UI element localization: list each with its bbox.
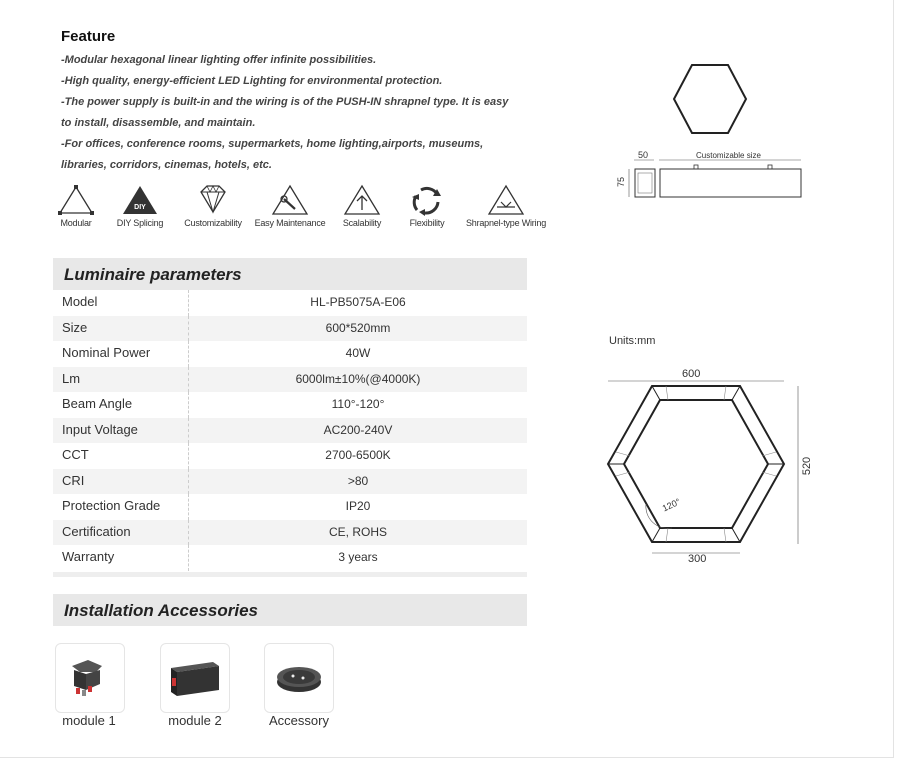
icon-label: Modular bbox=[60, 218, 92, 228]
profile-width-label: 50 bbox=[638, 150, 649, 160]
icon-label: Customizability bbox=[184, 218, 242, 228]
arrow-up-icon bbox=[342, 184, 382, 216]
param-value: HL-PB5075A-E06 bbox=[310, 295, 406, 309]
diy-icon bbox=[120, 184, 160, 216]
profile-drawing bbox=[624, 155, 804, 201]
table-row bbox=[53, 469, 527, 495]
feature-icons bbox=[56, 184, 556, 234]
feature-icon-shrapnel bbox=[456, 184, 556, 228]
icon-label: Flexibility bbox=[409, 218, 445, 228]
feature-line: libraries, corridors, cinemas, hotels, etc. bbox=[61, 159, 272, 171]
luminaire-table bbox=[53, 290, 527, 571]
accessories-section-header bbox=[53, 594, 527, 626]
feature-list bbox=[61, 50, 561, 176]
table-row bbox=[53, 520, 527, 546]
table-row bbox=[53, 290, 527, 316]
hexagon-dimension-drawing bbox=[600, 376, 820, 556]
table-row bbox=[53, 494, 527, 520]
accessory-label: module 1 bbox=[62, 713, 116, 728]
param-key: Warranty bbox=[62, 549, 115, 564]
icon-label: DIY Splicing bbox=[116, 218, 164, 228]
table-footer-bar bbox=[53, 572, 527, 577]
icon-label: Scalability bbox=[342, 218, 382, 228]
feature-line: -The power supply is built-in and the wiring is of the PUSH-IN shrapnel type. It is easy bbox=[61, 96, 509, 108]
table-row bbox=[53, 443, 527, 469]
table-row bbox=[53, 545, 527, 571]
diamond-icon bbox=[193, 184, 233, 216]
param-value: >80 bbox=[347, 473, 369, 488]
table-row bbox=[53, 341, 527, 367]
accessory-thumbnail bbox=[264, 643, 334, 713]
param-value: 3 years bbox=[338, 550, 378, 564]
height-dimension-label: 520 bbox=[801, 456, 814, 476]
accessory-label: module 2 bbox=[168, 713, 222, 728]
module-1-thumbnail bbox=[55, 643, 125, 713]
recycle-icon bbox=[407, 184, 447, 216]
luminaire-section-header bbox=[53, 258, 527, 290]
param-value: 6000lm±10%(@4000K) bbox=[295, 371, 421, 386]
profile-length-label: Customizable size bbox=[696, 151, 761, 160]
diy-badge-text: DIY bbox=[134, 204, 146, 211]
feature-line: -For offices, conference rooms, supermarkets, home lighting,airports, museums, bbox=[61, 138, 484, 150]
param-key: CCT bbox=[62, 447, 89, 462]
param-key: Certification bbox=[62, 523, 131, 539]
param-key: Lm bbox=[62, 370, 81, 386]
side-dimension-label: 300 bbox=[688, 553, 707, 565]
param-value: 600*520mm bbox=[325, 320, 391, 335]
param-value: 110°-120° bbox=[331, 397, 385, 411]
param-value: AC200-240V bbox=[323, 422, 393, 437]
param-key: Protection Grade bbox=[62, 498, 161, 513]
wrench-icon bbox=[270, 184, 310, 216]
param-value: 2700-6500K bbox=[325, 448, 391, 462]
param-value: CE, ROHS bbox=[328, 524, 387, 539]
accessory-label: Accessory bbox=[269, 713, 329, 728]
param-key: Size bbox=[62, 319, 88, 335]
icon-label: Shrapnel-type Wiring bbox=[465, 218, 547, 228]
feature-title: Feature bbox=[61, 28, 116, 45]
accessory-image bbox=[265, 644, 333, 712]
feature-line: -High quality, energy-efficient LED Lighting for environmental protection. bbox=[61, 75, 443, 87]
module-2-thumbnail bbox=[160, 643, 230, 713]
param-key: Input Voltage bbox=[62, 421, 138, 437]
shrapnel-icon bbox=[486, 184, 526, 216]
param-key: CRI bbox=[62, 472, 85, 488]
angle-label: 120° bbox=[660, 496, 682, 514]
param-value: IP20 bbox=[345, 499, 371, 513]
param-key: Nominal Power bbox=[62, 345, 151, 360]
accessories-title: Installation Accessories bbox=[64, 601, 259, 620]
table-row bbox=[53, 392, 527, 418]
param-value: 40W bbox=[345, 346, 371, 360]
module-1-image bbox=[56, 644, 124, 712]
param-key: Beam Angle bbox=[62, 396, 133, 411]
profile-height-label: 75 bbox=[616, 176, 627, 188]
hexagon-preview bbox=[670, 62, 750, 136]
icon-label: Easy Maintenance bbox=[254, 218, 326, 228]
feature-line: -Modular hexagonal linear lighting offer infinite possibilities. bbox=[61, 54, 377, 66]
units-label: Units:mm bbox=[609, 335, 656, 347]
feature-line: to install, disassemble, and maintain. bbox=[61, 117, 256, 129]
table-row bbox=[53, 418, 527, 444]
module-2-image bbox=[161, 644, 229, 712]
table-row bbox=[53, 316, 527, 342]
width-dimension-label: 600 bbox=[682, 368, 701, 380]
param-key: Model bbox=[62, 294, 98, 309]
luminaire-title: Luminaire parameters bbox=[64, 265, 242, 284]
table-row bbox=[53, 367, 527, 393]
